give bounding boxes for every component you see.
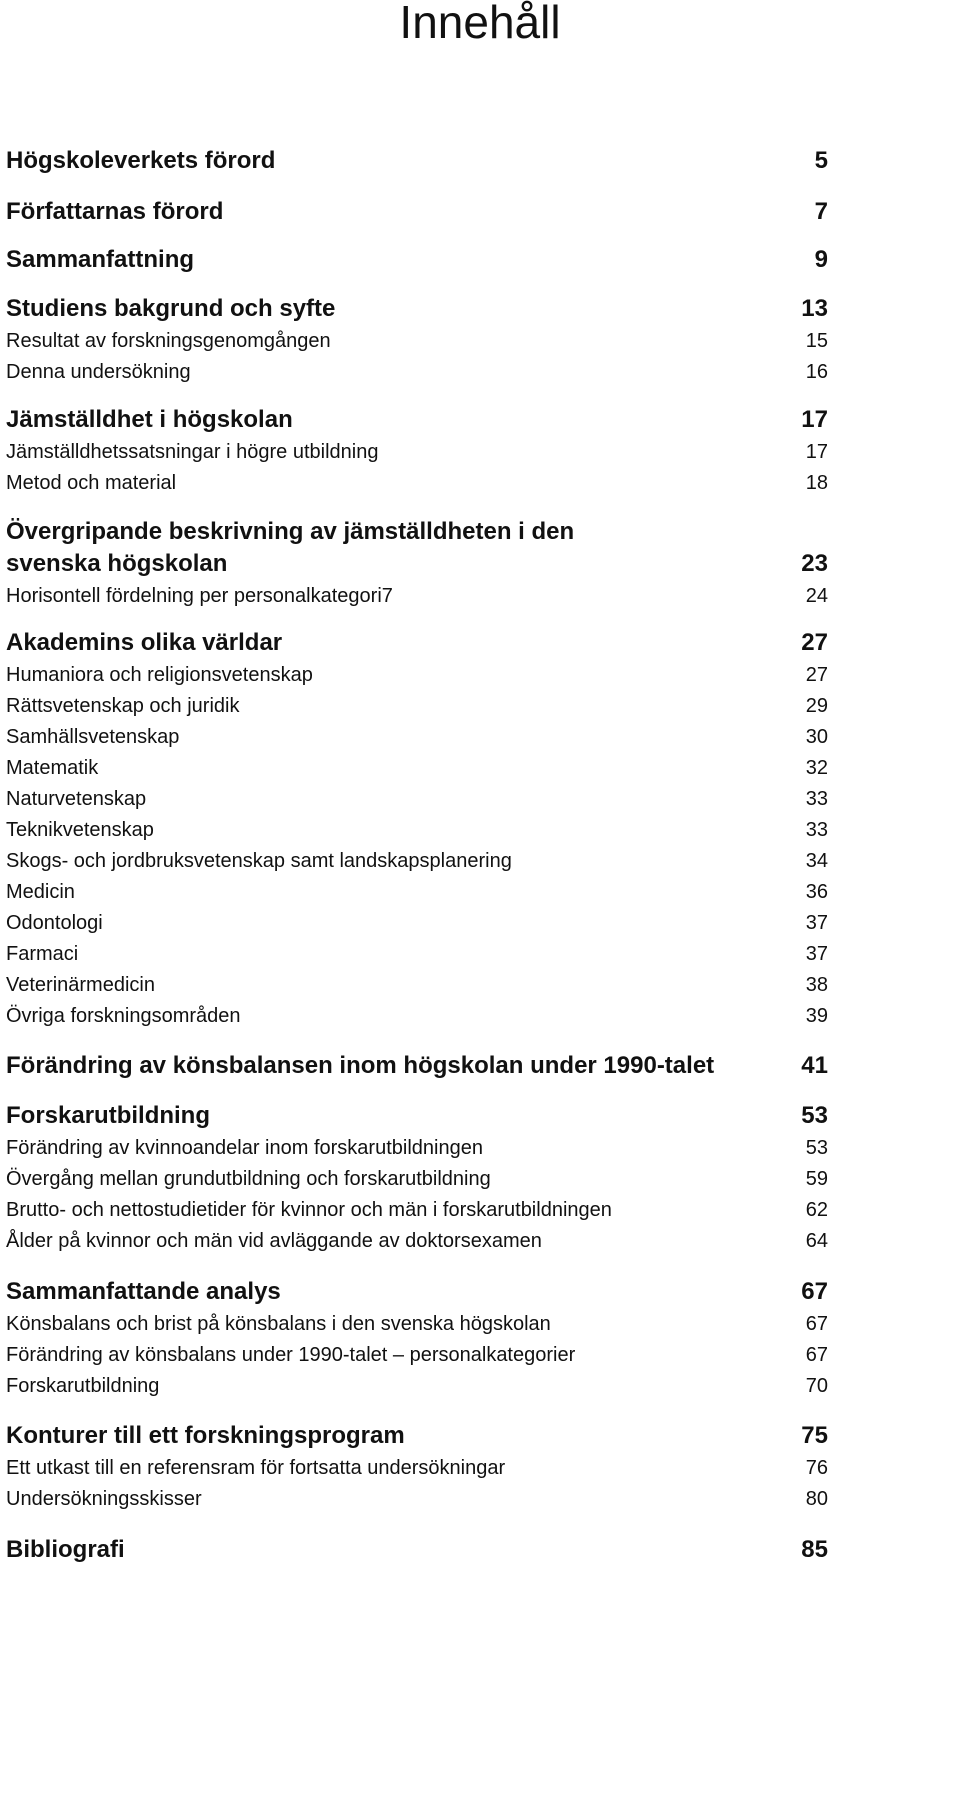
toc-entry-label: Naturvetenskap [6, 788, 147, 810]
toc-subentry[interactable] [6, 724, 828, 750]
toc-entry-label: Jämställdhet i högskolan [6, 406, 293, 433]
toc-subentry[interactable] [6, 1166, 828, 1192]
toc-entry-label: Teknikvetenskap [6, 819, 154, 841]
toc-entry-label: Könsbalans och brist på könsbalans i den svenska högskolan [6, 1313, 551, 1335]
toc-subentry[interactable] [6, 1228, 828, 1254]
toc-entry-label: Högskoleverkets förord [6, 147, 276, 174]
toc-entry-page: 76 [805, 1457, 828, 1479]
toc-entry-label: Sammanfattning [6, 246, 195, 273]
toc-entry-page: 38 [805, 974, 828, 996]
toc-subentry[interactable] [6, 359, 828, 385]
toc-entry[interactable] [6, 628, 828, 658]
toc-entry-page: 37 [805, 943, 828, 965]
toc-entry-label: Farmaci [6, 943, 79, 965]
toc-entry-label: Skogs- och jordbruksvetenskap samt landskapsplanering [6, 850, 512, 872]
toc-entry[interactable] [6, 245, 828, 275]
toc-entry-label: Rättsvetenskap och juridik [6, 695, 240, 717]
toc-subentry[interactable] [6, 941, 828, 967]
toc-subentry[interactable] [6, 786, 828, 812]
toc-entry-label: Författarnas förord [6, 198, 224, 225]
toc-entry-label: Undersökningsskisser [6, 1488, 202, 1510]
toc-subentry[interactable] [6, 1197, 828, 1223]
toc-entry-page: 30 [805, 726, 828, 748]
toc-entry-label: Matematik [6, 757, 99, 779]
toc-entry-label: Forskarutbildning [6, 1375, 160, 1397]
toc-subentry[interactable] [6, 328, 828, 354]
toc-entry-page: 39 [805, 1005, 828, 1027]
toc-entry-label: svenska högskolan [6, 550, 228, 577]
toc-entry-page: 37 [805, 912, 828, 934]
toc-entry[interactable] [6, 146, 828, 176]
toc-entry-page: 29 [805, 695, 828, 717]
toc-entry-label: Jämställdhetssatsningar i högre utbildning [6, 441, 379, 463]
toc-entry-label: Akademins olika världar [6, 629, 283, 656]
toc-entry-page: 5 [814, 147, 828, 174]
toc-entry[interactable] [6, 294, 828, 324]
toc-entry-page: 36 [805, 881, 828, 903]
toc-entry-page: 59 [805, 1168, 828, 1190]
toc-subentry[interactable] [6, 755, 828, 781]
toc-subentry[interactable] [6, 817, 828, 843]
toc-subentry[interactable] [6, 662, 828, 688]
toc-entry[interactable] [6, 1535, 828, 1565]
toc-entry-page: 32 [805, 757, 828, 779]
toc-subentry[interactable] [6, 848, 828, 874]
toc-entry-page: 75 [801, 1422, 828, 1449]
toc-entry-label: Konturer till ett forskningsprogram [6, 1422, 405, 1449]
toc-subentry[interactable] [6, 470, 828, 496]
toc-entry-label: Forskarutbildning [6, 1102, 210, 1129]
toc-entry-page: 13 [801, 295, 828, 322]
toc-entry-page: 27 [805, 664, 828, 686]
toc-entry-page: 16 [805, 361, 828, 383]
toc-subentry[interactable] [6, 693, 828, 719]
toc-entry-label: Förändring av kvinnoandelar inom forskarutbildningen [6, 1137, 483, 1159]
toc-entry-label: Ett utkast till en referensram för fortsatta undersökningar [6, 1457, 506, 1479]
toc-entry-label: Horisontell fördelning per personalkategori7 [6, 585, 393, 607]
toc-entry-label: Humaniora och religionsvetenskap [6, 664, 313, 686]
toc-entry[interactable] [6, 1277, 828, 1307]
toc-entry-label: Metod och material [6, 472, 177, 494]
toc-entry-page: 27 [801, 629, 828, 656]
toc-entry-label: Studiens bakgrund och syfte [6, 295, 336, 322]
toc-entry-label: Samhällsvetenskap [6, 726, 180, 748]
toc-entry[interactable] [6, 405, 828, 435]
toc-entry-page: 53 [801, 1102, 828, 1129]
toc-entry-label: Odontologi [6, 912, 103, 934]
toc-subentry[interactable] [6, 1373, 828, 1399]
toc-entry-label: Ålder på kvinnor och män vid avläggande av doktorsexamen [6, 1230, 542, 1252]
toc-entry-page: 85 [801, 1536, 828, 1563]
toc-entry-page: 67 [801, 1278, 828, 1305]
toc-entry-page: 7 [814, 198, 828, 225]
toc-entry-label: Brutto- och nettostudietider för kvinnor och män i forskarutbildningen [6, 1199, 612, 1221]
toc-entry-page: 24 [805, 585, 828, 607]
toc-entry-page: 34 [805, 850, 828, 872]
page-title: Innehåll [399, 0, 561, 48]
toc-entry-label: Bibliografi [6, 1536, 125, 1563]
toc-entry-label: Förändring av könsbalansen inom högskolan under 1990-talet [6, 1052, 715, 1079]
toc-entry-label: Resultat av forskningsgenomgången [6, 330, 331, 352]
toc-entry-page: 62 [805, 1199, 828, 1221]
toc-entry-label: Övergång mellan grundutbildning och forskarutbildning [6, 1168, 491, 1190]
toc-entry-page: 64 [805, 1230, 828, 1252]
toc-entry[interactable] [6, 197, 828, 227]
toc-entry[interactable] [6, 517, 828, 547]
toc-entry-label: Denna undersökning [6, 361, 191, 383]
toc-entry-label: Övergripande beskrivning av jämställdheten i den [6, 518, 575, 545]
toc-entry-page: 70 [805, 1375, 828, 1397]
toc-entry-page: 41 [801, 1052, 828, 1079]
toc-subentry[interactable] [6, 1003, 828, 1029]
toc-entry-page: 33 [805, 819, 828, 841]
toc-entry[interactable] [6, 1051, 828, 1081]
toc-subentry[interactable] [6, 972, 828, 998]
toc-entry-label: Sammanfattande analys [6, 1278, 281, 1305]
toc-entry-label: Medicin [6, 881, 75, 903]
toc-subentry[interactable] [6, 1311, 828, 1337]
toc-entry-label: Förändring av könsbalans under 1990-talet – personalkategorier [6, 1344, 576, 1366]
toc-entry-page: 67 [805, 1313, 828, 1335]
toc-subentry[interactable] [6, 879, 828, 905]
toc-subentry[interactable] [6, 439, 828, 465]
toc-entry[interactable] [6, 549, 828, 579]
toc-subentry[interactable] [6, 1342, 828, 1368]
toc-subentry[interactable] [6, 1455, 828, 1481]
toc-entry-label: Veterinärmedicin [6, 974, 155, 996]
toc-entry-page: 9 [814, 246, 828, 273]
toc-entry-page: 33 [805, 788, 828, 810]
toc-subentry[interactable] [6, 583, 828, 609]
toc-entry-page: 67 [805, 1344, 828, 1366]
toc-entry-page: 17 [805, 441, 828, 463]
toc-entry-page: 80 [805, 1488, 828, 1510]
toc-subentry[interactable] [6, 1486, 828, 1512]
toc-entry-label: Övriga forskningsområden [6, 1005, 241, 1027]
toc-entry-page: 23 [801, 550, 828, 577]
toc-entry-page: 18 [805, 472, 828, 494]
toc-entry-page: 53 [805, 1137, 828, 1159]
toc-entry-page: 17 [801, 406, 828, 433]
toc-entry[interactable] [6, 1101, 828, 1131]
toc-subentry[interactable] [6, 1135, 828, 1161]
toc-entry[interactable] [6, 1421, 828, 1451]
toc-subentry[interactable] [6, 910, 828, 936]
toc-entry-page: 15 [805, 330, 828, 352]
